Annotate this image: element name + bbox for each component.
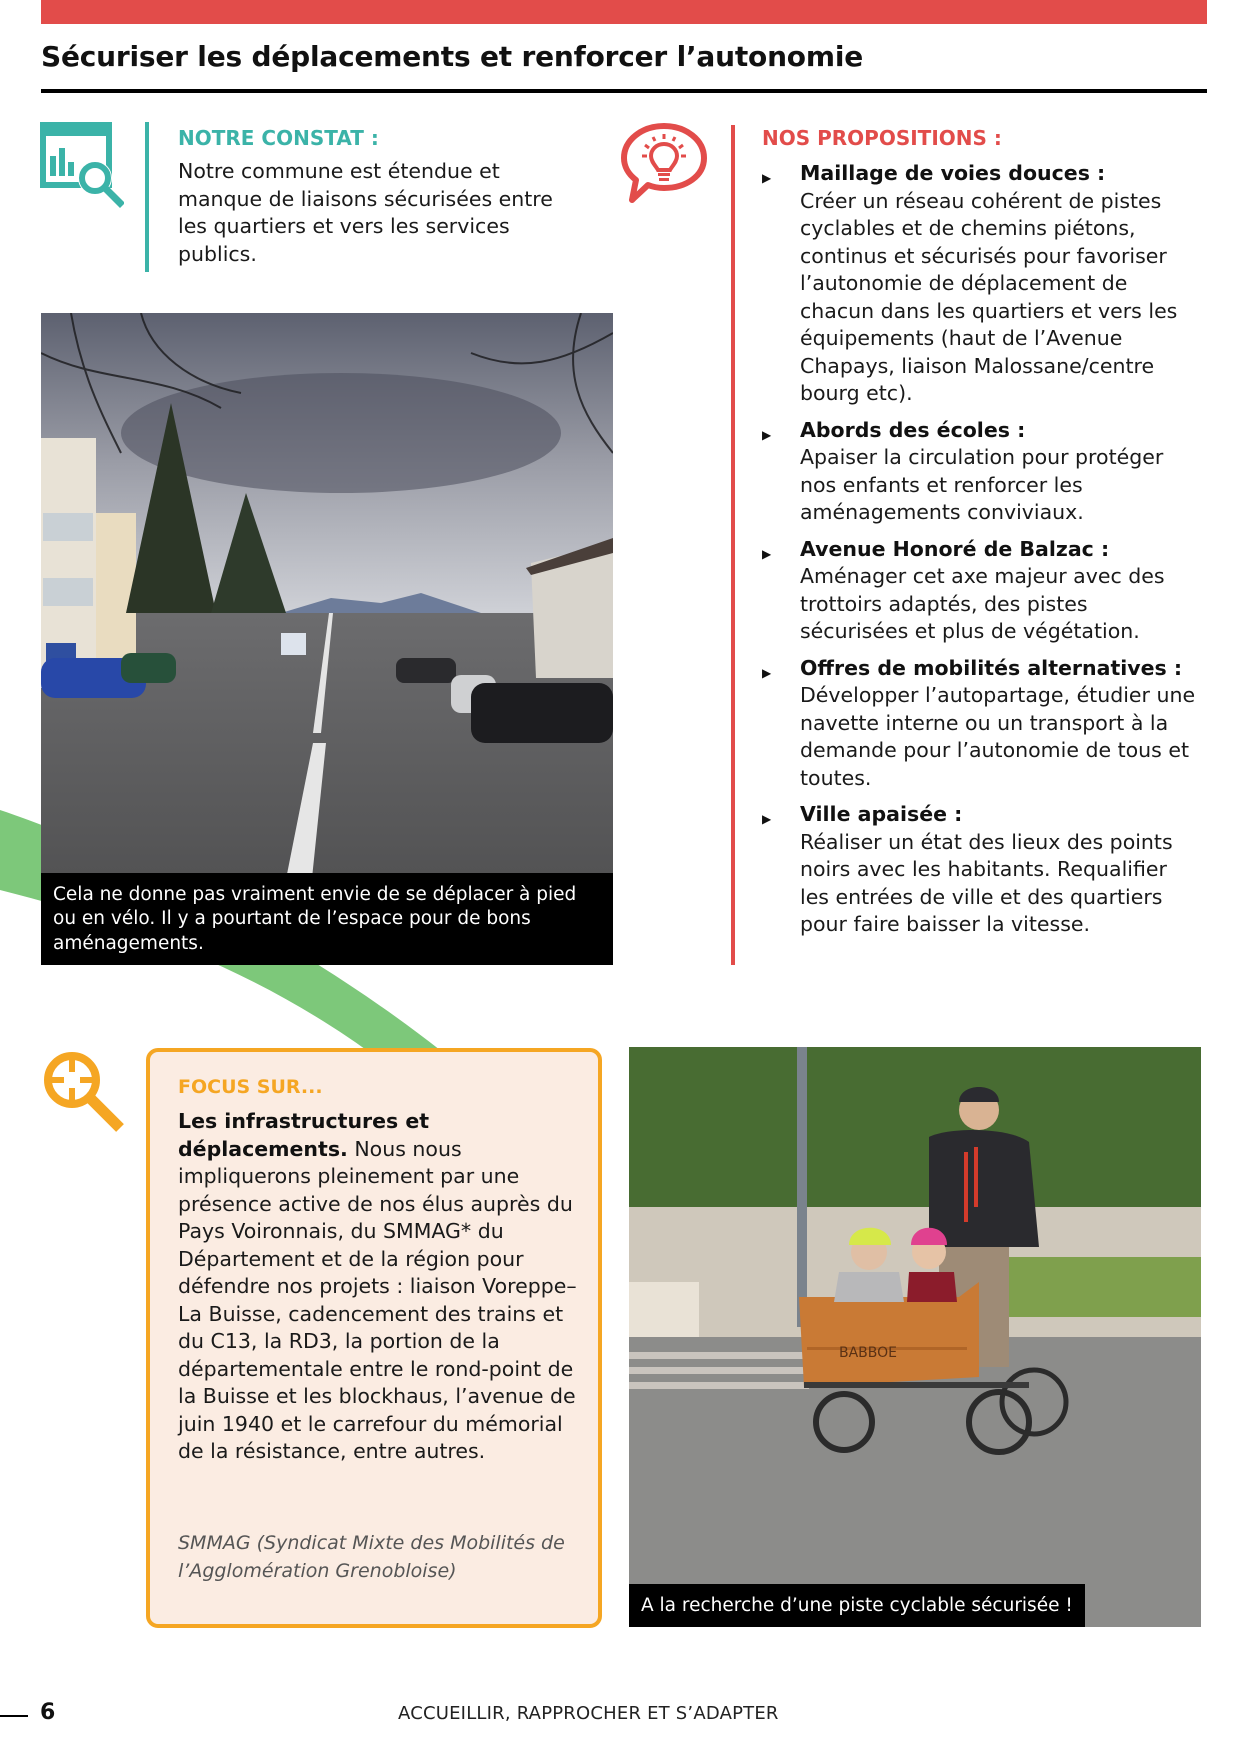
constat-text: Notre commune est étendue et manque de liaisons sécurisées entre les quartiers et vers les services publics. xyxy=(178,159,553,266)
proposition-text: Développer l’autopartage, étudier une navette interne ou un transport à la demande pour l’autonomie de tous et toutes. xyxy=(800,683,1196,790)
propositions-label: NOS PROPOSITIONS : xyxy=(762,126,1002,150)
propositions-list xyxy=(762,160,1202,948)
proposition-title: Abords des écoles : xyxy=(800,417,1026,442)
constat-label: NOTRE CONSTAT : xyxy=(178,126,379,150)
triangle-bullet-icon: ▶ xyxy=(762,546,772,561)
proposition-text: Créer un réseau cohérent de pistes cyclables et de chemins piétons, continus et sécurisés pour favoriser l’autonomie de déplacement de chacun dans les quartiers et vers les équipements (haut de l’Avenue Chapays, liaison Malossane/centre bourg etc). xyxy=(800,188,1178,405)
footer-dash xyxy=(0,1715,28,1717)
proposition-title: Maillage de voies douces : xyxy=(800,161,1106,185)
triangle-bullet-icon: ▶ xyxy=(762,812,772,826)
proposition-text: Réaliser un état des lieux des points noirs avec les habitants. Requalifier les entrées de ville et des quartiers pour faire baisser la vitesse. xyxy=(800,829,1173,936)
chart-magnifier-icon xyxy=(40,122,124,208)
focus-label: FOCUS SUR... xyxy=(178,1076,323,1098)
header-color-bar xyxy=(41,0,1207,24)
page-title: Sécuriser les déplacements et renforcer l’autonomie xyxy=(41,40,864,73)
cargo-bike-photo xyxy=(629,1047,1201,1627)
proposition-item xyxy=(762,536,1202,646)
proposition-title: Ville apaisée : xyxy=(800,802,963,826)
street-photo-illustration xyxy=(41,313,613,965)
triangle-bullet-icon: ▶ xyxy=(762,665,772,680)
proposition-item xyxy=(762,655,1202,793)
triangle-bullet-icon: ▶ xyxy=(762,171,772,185)
proposition-item xyxy=(762,801,1202,939)
proposition-title: Avenue Honoré de Balzac : xyxy=(800,536,1110,561)
proposition-item xyxy=(762,417,1202,527)
focus-lead: Les infrastructures et déplacements. xyxy=(178,1109,430,1161)
cargo-bike-photo-caption: A la recherche d’une piste cyclable sécurisée ! xyxy=(629,1584,1085,1628)
page-number: 6 xyxy=(40,1700,56,1725)
proposition-title: Offres de mobilités alternatives : xyxy=(800,655,1183,680)
title-divider xyxy=(41,89,1207,93)
bike-brand-text: BABBOE xyxy=(839,1345,898,1361)
focus-body: Nous nous impliquerons pleinement par une présence active de nos élus auprès du Pays Voironnais, du SMMAG* du Département et de la région pour défendre nos projets : liaison Voreppe–La Buisse, cadencement des trains et du C13, la RD3, la portion de la départementale entre le rond-point de la Buisse et les blockhaus, l’avenue de juin 1940 et le carrefour du mémorial de la résistance, entre autres. xyxy=(178,1136,577,1463)
constat-accent-bar xyxy=(145,122,149,272)
lightbulb-speech-bubble-icon xyxy=(620,122,708,204)
propositions-accent-bar xyxy=(731,125,735,965)
proposition-item xyxy=(762,160,1202,408)
focus-footnote: SMMAG (Syndicat Mixte des Mobilités de l’Agglomération Grenobloise) xyxy=(178,1532,565,1582)
street-photo-caption: Cela ne donne pas vraiment envie de se déplacer à pied ou en vélo. Il y a pourtant de l’espace pour de bons aménagements. xyxy=(41,873,613,966)
focus-text xyxy=(178,1108,588,1466)
street-photo xyxy=(41,313,613,965)
cargo-bike-photo-illustration xyxy=(629,1047,1201,1627)
triangle-bullet-icon: ▶ xyxy=(762,427,772,442)
proposition-text: Aménager cet axe majeur avec des trottoirs adaptés, des pistes sécurisées et plus de végétation. xyxy=(800,564,1165,643)
proposition-text: Apaiser la circulation pour protéger nos enfants et renforcer les aménagements conviviaux. xyxy=(800,445,1164,524)
target-magnifier-icon xyxy=(40,1048,126,1136)
footer-section-title: ACCUEILLIR, RAPPROCHER ET S’ADAPTER xyxy=(398,1703,779,1724)
